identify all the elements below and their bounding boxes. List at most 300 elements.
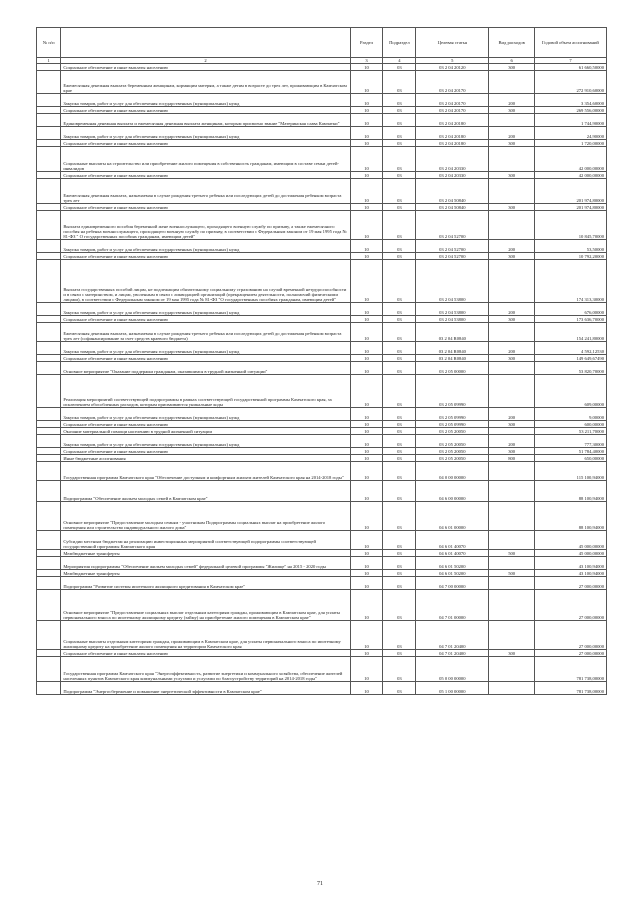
row-name: Основное мероприятие "Предоставление молодым семьям - участникам Подпрограммы социальных выплат на приобретение жилого помещения или строительство индивидуального жилого дома": [61, 502, 350, 531]
row-num: [37, 342, 61, 355]
table-row: [37, 362, 607, 375]
row-name: Подпрограмма "Развитие системы ипотечного жилищного кредитования в Камчатском крае": [61, 577, 350, 590]
row-article: 03 2 04 53800: [416, 260, 489, 303]
row-name: Социальное обеспечение и иные выплаты населению: [61, 650, 350, 657]
table-header: [37, 28, 607, 58]
row-subsection: 03: [383, 204, 416, 211]
row-amount: 781 738,00000: [534, 657, 606, 682]
column-index: 3: [350, 58, 383, 64]
row-article: 03 2 04 20170: [416, 71, 489, 94]
row-expense-type: [489, 590, 535, 621]
row-name: Социальное обеспечение и иные выплаты населению: [61, 253, 350, 260]
row-amount: 43 100,94000: [534, 570, 606, 577]
row-name: Социальное обеспечение и иные выплаты населению: [61, 172, 350, 179]
row-expense-type: [489, 682, 535, 695]
row-subsection: 03: [383, 316, 416, 323]
row-article: 04 7 01 00000: [416, 590, 489, 621]
row-section: 10: [350, 107, 383, 114]
table-row: [37, 64, 607, 71]
row-article: 03 2 04 50840: [416, 179, 489, 204]
row-article: 03 2 04 50840: [416, 204, 489, 211]
row-name: Подпрограмма "Обеспечение жильем молодых семей в Камчатском крае": [61, 481, 350, 502]
row-subsection: 03: [383, 355, 416, 362]
row-article: 04 6 01 40070: [416, 550, 489, 557]
row-article: 05 1 00 00000: [416, 682, 489, 695]
row-section: 10: [350, 650, 383, 657]
table-row: [37, 448, 607, 455]
row-amount: 88 100,94000: [534, 481, 606, 502]
row-expense-type: 200: [489, 303, 535, 316]
budget-table: [36, 27, 607, 695]
row-expense-type: 300: [489, 204, 535, 211]
row-expense-type: 300: [489, 421, 535, 428]
row-amount: 27 000,00000: [534, 577, 606, 590]
row-section: 10: [350, 253, 383, 260]
header-subsection: Подраздел: [383, 28, 416, 58]
table-row: [37, 260, 607, 303]
row-expense-type: 800: [489, 455, 535, 462]
table-row: [37, 408, 607, 421]
row-name: Социальное обеспечение и иные выплаты населению: [61, 107, 350, 114]
row-article: 04 7 00 00000: [416, 577, 489, 590]
row-article: 03 2 04 R0840: [416, 323, 489, 342]
table-row: [37, 240, 607, 253]
row-num: [37, 481, 61, 502]
row-num: [37, 204, 61, 211]
row-name: Мероприятия подпрограммы "Обеспечение жильем молодых семей" федеральной целевой программы "Жилище" на 2015 - 2020 годы: [61, 557, 350, 570]
row-article: 03 2 05 09990: [416, 375, 489, 408]
row-num: [37, 147, 61, 172]
row-expense-type: [489, 621, 535, 650]
row-expense-type: 200: [489, 127, 535, 140]
row-section: 10: [350, 550, 383, 557]
row-expense-type: [489, 657, 535, 682]
row-section: 10: [350, 455, 383, 462]
row-amount: 53 211,70000: [534, 428, 606, 435]
column-index: 6: [489, 58, 535, 64]
row-name: Социальное обеспечение и иные выплаты населению: [61, 140, 350, 147]
row-name: Выплата единовременного пособия беременной жене военнослужащего, проходящего военную службу по призыву, а также ежемесячного пособия на ребенка военнослужащего, проходящего военную службу по призыву, в соответствии с Федеральным законом от 19 мая 1995 года № 81-ФЗ " О государственных пособиях гражданам, имеющим детей": [61, 211, 350, 240]
table-row: [37, 94, 607, 107]
row-section: 10: [350, 570, 383, 577]
row-article: 04 6 01 00000: [416, 502, 489, 531]
column-index: 2: [61, 58, 350, 64]
row-num: [37, 455, 61, 462]
row-section: 10: [350, 481, 383, 502]
row-amount: 154 241,80000: [534, 323, 606, 342]
row-article: 03 2 04 20170: [416, 107, 489, 114]
header-amount: Годовой объем ассигнований: [534, 28, 606, 58]
header-expense-type: Вид расходов: [489, 28, 535, 58]
row-expense-type: 500: [489, 550, 535, 557]
row-section: 10: [350, 462, 383, 481]
table-row: [37, 435, 607, 448]
row-name: Подпрограмма "Энергосбережение и повышение энергетической эффективности в Камчатском крае": [61, 682, 350, 695]
row-subsection: 03: [383, 682, 416, 695]
column-index: 1: [37, 58, 61, 64]
row-article: 03 2 05 09990: [416, 421, 489, 428]
row-expense-type: [489, 531, 535, 550]
table-row: [37, 502, 607, 531]
row-subsection: 03: [383, 253, 416, 260]
row-name: Закупка товаров, работ и услуг для обеспечения государственных (муниципальных) нужд: [61, 127, 350, 140]
row-subsection: 03: [383, 455, 416, 462]
row-name: Основное мероприятие "Оказание поддержки гражданам, оказавшимся в трудной жизненной ситуации": [61, 362, 350, 375]
row-section: 10: [350, 557, 383, 570]
row-article: 04 7 01 20400: [416, 621, 489, 650]
row-num: [37, 316, 61, 323]
row-section: 10: [350, 127, 383, 140]
row-amount: 10 845,70000: [534, 211, 606, 240]
table-row: [37, 421, 607, 428]
row-section: 10: [350, 71, 383, 94]
table-row: [37, 107, 607, 114]
table-row: [37, 172, 607, 179]
row-num: [37, 650, 61, 657]
row-subsection: 03: [383, 140, 416, 147]
row-amount: 27 000,00000: [534, 650, 606, 657]
table-row: [37, 355, 607, 362]
table-row: [37, 650, 607, 657]
row-article: 03 2 04 20120: [416, 64, 489, 71]
row-section: 10: [350, 435, 383, 448]
row-amount: 609,00000: [534, 375, 606, 408]
row-section: 10: [350, 303, 383, 316]
row-section: 10: [350, 94, 383, 107]
row-amount: 42 000,00000: [534, 147, 606, 172]
table-row: [37, 71, 607, 94]
row-article: 04 6 01 40070: [416, 531, 489, 550]
row-subsection: 03: [383, 531, 416, 550]
row-num: [37, 570, 61, 577]
table-row: [37, 481, 607, 502]
row-subsection: 03: [383, 550, 416, 557]
row-subsection: 03: [383, 303, 416, 316]
row-article: 03 2 04 R0840: [416, 355, 489, 362]
table-row: [37, 303, 607, 316]
row-num: [37, 550, 61, 557]
row-subsection: 03: [383, 570, 416, 577]
row-num: [37, 240, 61, 253]
row-name: Социальные выплаты отдельным категориям граждан, проживающим в Камчатском крае, для уплаты первоначального взноса по ипотечному жилищному кредиту на приобретение жилого помещения на территории Камчатского края: [61, 621, 350, 650]
row-subsection: 03: [383, 172, 416, 179]
row-amount: 9,00000: [534, 408, 606, 421]
row-expense-type: [489, 362, 535, 375]
row-num: [37, 140, 61, 147]
row-section: 10: [350, 342, 383, 355]
row-expense-type: 300: [489, 64, 535, 71]
row-section: 10: [350, 375, 383, 408]
row-article: 04 7 01 20400: [416, 650, 489, 657]
row-expense-type: [489, 557, 535, 570]
row-amount: 201 974,80000: [534, 179, 606, 204]
header-section: Раздел: [350, 28, 383, 58]
row-subsection: 03: [383, 448, 416, 455]
row-article: 05 0 00 00000: [416, 657, 489, 682]
row-subsection: 03: [383, 428, 416, 435]
row-subsection: 03: [383, 64, 416, 71]
row-num: [37, 253, 61, 260]
row-expense-type: 300: [489, 172, 535, 179]
row-name: Ежемесячная денежная выплата беременным женщинам, кормящим матерям, а также детям в возрасте до трех лет, проживающим в Камчатском крае: [61, 71, 350, 94]
row-subsection: 03: [383, 621, 416, 650]
row-subsection: 03: [383, 362, 416, 375]
row-expense-type: [489, 577, 535, 590]
row-expense-type: [489, 260, 535, 303]
row-section: 10: [350, 577, 383, 590]
row-name: Социальное обеспечение и иные выплаты населению: [61, 64, 350, 71]
row-article: 04 6 01 50200: [416, 557, 489, 570]
row-expense-type: 500: [489, 570, 535, 577]
row-amount: 600,00000: [534, 421, 606, 428]
row-num: [37, 362, 61, 375]
row-section: 10: [350, 448, 383, 455]
table-body: [37, 64, 607, 695]
row-name: Социальное обеспечение и иные выплаты населению: [61, 448, 350, 455]
row-name: Единовременная денежная выплата и ежемесячная денежная выплата женщинам, которым присвоено звание "Материнская слава Камчатки": [61, 114, 350, 127]
row-expense-type: [489, 211, 535, 240]
row-name: Закупка товаров, работ и услуг для обеспечения государственных (муниципальных) нужд: [61, 240, 350, 253]
row-name: Ежемесячная денежная выплата, назначаемая в случае рождения третьего ребенка или последующих детей до достижения ребенком возраста трех лет: [61, 179, 350, 204]
row-article: 03 2 04 20180: [416, 140, 489, 147]
table-row: [37, 557, 607, 570]
row-section: 10: [350, 421, 383, 428]
row-num: [37, 211, 61, 240]
table-row: [37, 682, 607, 695]
row-amount: 45 000,00000: [534, 550, 606, 557]
table-row: [37, 253, 607, 260]
table-row: [37, 570, 607, 577]
row-expense-type: [489, 375, 535, 408]
row-name: Субсидии местным бюджетам на реализацию инвестиционных мероприятий соответствующей подпрограммы соответствующей государственной программы Камчатского края: [61, 531, 350, 550]
row-section: 10: [350, 179, 383, 204]
row-subsection: 03: [383, 481, 416, 502]
row-name: Закупка товаров, работ и услуг для обеспечения государственных (муниципальных) нужд: [61, 94, 350, 107]
row-expense-type: [489, 502, 535, 531]
row-num: [37, 590, 61, 621]
table-row: [37, 316, 607, 323]
row-name: Межбюджетные трансферты: [61, 550, 350, 557]
row-name: Государственная программа Камчатского края "Обеспечение доступным и комфортным жильем жителей Камчатского края на 2014-2018 годы": [61, 462, 350, 481]
row-article: 04 6 00 00000: [416, 481, 489, 502]
row-subsection: 03: [383, 421, 416, 428]
row-article: 03 2 04 52700: [416, 253, 489, 260]
row-section: 10: [350, 140, 383, 147]
row-amount: 24,90000: [534, 127, 606, 140]
row-expense-type: [489, 147, 535, 172]
row-subsection: 03: [383, 211, 416, 240]
row-num: [37, 502, 61, 531]
row-name: Социальное обеспечение и иные выплаты населению: [61, 421, 350, 428]
row-num: [37, 179, 61, 204]
row-article: 03 2 04 53800: [416, 303, 489, 316]
row-num: [37, 462, 61, 481]
row-amount: 115 100,94000: [534, 462, 606, 481]
row-name: Ежемесячная денежная выплата, назначаемая в случае рождения третьего ребенка или последующих детей до достижения ребенком возраста трех лет (софинансирование за счет средств краевого бюджета): [61, 323, 350, 342]
row-subsection: 03: [383, 240, 416, 253]
page-number: 71: [317, 881, 323, 887]
table-row: [37, 590, 607, 621]
row-num: [37, 421, 61, 428]
table-row: [37, 455, 607, 462]
row-section: 10: [350, 408, 383, 421]
row-expense-type: [489, 323, 535, 342]
row-num: [37, 94, 61, 107]
row-num: [37, 448, 61, 455]
row-subsection: 03: [383, 375, 416, 408]
table-row: [37, 342, 607, 355]
row-section: 10: [350, 240, 383, 253]
row-article: 03 2 04 20170: [416, 94, 489, 107]
row-amount: 3 354,60000: [534, 94, 606, 107]
row-num: [37, 557, 61, 570]
row-section: 10: [350, 428, 383, 435]
row-subsection: 03: [383, 557, 416, 570]
row-num: [37, 577, 61, 590]
table-row: [37, 428, 607, 435]
row-article: 04 0 00 00000: [416, 462, 489, 481]
row-amount: 10 792,20000: [534, 253, 606, 260]
row-num: [37, 64, 61, 71]
row-expense-type: 200: [489, 94, 535, 107]
row-name: Иные бюджетные ассигнования: [61, 455, 350, 462]
table-row: [37, 204, 607, 211]
table-row: [37, 114, 607, 127]
row-num: [37, 682, 61, 695]
row-expense-type: 300: [489, 140, 535, 147]
row-num: [37, 71, 61, 94]
table-row: [37, 140, 607, 147]
column-index: 5: [416, 58, 489, 64]
row-name: Закупка товаров, работ и услуг для обеспечения государственных (муниципальных) нужд: [61, 342, 350, 355]
row-expense-type: [489, 481, 535, 502]
row-name: Социальное обеспечение и иные выплаты населению: [61, 204, 350, 211]
row-section: 10: [350, 172, 383, 179]
row-subsection: 03: [383, 657, 416, 682]
table-row: [37, 621, 607, 650]
row-subsection: 03: [383, 342, 416, 355]
row-expense-type: [489, 428, 535, 435]
row-section: 10: [350, 114, 383, 127]
row-amount: 272 910,60000: [534, 71, 606, 94]
row-article: 03 2 05 20050: [416, 435, 489, 448]
row-section: 10: [350, 204, 383, 211]
row-section: 10: [350, 260, 383, 303]
row-subsection: 03: [383, 435, 416, 448]
row-num: [37, 375, 61, 408]
row-subsection: 03: [383, 71, 416, 94]
row-article: 03 2 04 20330: [416, 147, 489, 172]
row-article: 03 2 05 20050: [416, 448, 489, 455]
row-amount: 53,50000: [534, 240, 606, 253]
row-subsection: 03: [383, 127, 416, 140]
row-article: 03 2 04 20330: [416, 172, 489, 179]
row-expense-type: [489, 462, 535, 481]
row-subsection: 03: [383, 502, 416, 531]
row-article: 03 2 04 R0840: [416, 342, 489, 355]
table-row: [37, 657, 607, 682]
row-amount: 88 100,94000: [534, 502, 606, 531]
row-amount: 269 556,00000: [534, 107, 606, 114]
row-section: 10: [350, 64, 383, 71]
row-num: [37, 355, 61, 362]
row-section: 10: [350, 621, 383, 650]
table-row: [37, 147, 607, 172]
table-row: [37, 462, 607, 481]
row-amount: 43 100,94000: [534, 557, 606, 570]
header-num: № п/п: [37, 28, 61, 58]
row-amount: 1 744,90000: [534, 114, 606, 127]
row-expense-type: 200: [489, 240, 535, 253]
table-row: [37, 127, 607, 140]
row-name: Выплата государственных пособий лицам, не подлежащим обязательному социальному страхованию на случай временной нетрудоспособности и в связи с материнством, и лицам, уволенным в связи с ликвидацией организаций (прекращением деятельности, полномочий физическими лицами), в соответствии с Федеральным законом от 19 мая 1995 года № 81-ФЗ "О государственных пособиях гражданам, имеющим детей": [61, 260, 350, 303]
row-amount: 45 000,00000: [534, 531, 606, 550]
row-amount: 174 313,30000: [534, 260, 606, 303]
row-num: [37, 531, 61, 550]
table-row: [37, 323, 607, 342]
row-num: [37, 114, 61, 127]
row-expense-type: 200: [489, 342, 535, 355]
row-amount: 27 000,00000: [534, 590, 606, 621]
row-num: [37, 428, 61, 435]
row-expense-type: [489, 179, 535, 204]
row-name: Межбюджетные трансферты: [61, 570, 350, 577]
row-article: 03 2 04 52700: [416, 211, 489, 240]
row-num: [37, 408, 61, 421]
row-amount: 149 649,67490: [534, 355, 606, 362]
row-subsection: 03: [383, 260, 416, 303]
row-name: Закупка товаров, работ и услуг для обеспечения государственных (муниципальных) нужд: [61, 435, 350, 448]
row-name: Социальные выплаты на строительство или приобретение жилого помещения в собственность гражданам, имеющим в составе семьи детей-инвалидов: [61, 147, 350, 172]
row-subsection: 03: [383, 94, 416, 107]
row-expense-type: 300: [489, 107, 535, 114]
row-article: 03 2 05 00000: [416, 362, 489, 375]
row-expense-type: 300: [489, 355, 535, 362]
row-name: Социальное обеспечение и иные выплаты населению: [61, 316, 350, 323]
row-expense-type: [489, 71, 535, 94]
row-expense-type: [489, 114, 535, 127]
table-row: [37, 179, 607, 204]
column-index: 7: [534, 58, 606, 64]
row-subsection: 03: [383, 114, 416, 127]
row-amount: 27 000,00000: [534, 621, 606, 650]
row-num: [37, 323, 61, 342]
row-expense-type: 200: [489, 408, 535, 421]
row-expense-type: 300: [489, 253, 535, 260]
row-num: [37, 435, 61, 448]
row-name: Закупка товаров, работ и услуг для обеспечения государственных (муниципальных) нужд: [61, 408, 350, 421]
row-section: 10: [350, 362, 383, 375]
row-article: 03 2 05 09990: [416, 408, 489, 421]
row-subsection: 03: [383, 179, 416, 204]
row-article: 03 2 04 20180: [416, 127, 489, 140]
row-subsection: 03: [383, 408, 416, 421]
row-article: 03 2 04 53800: [416, 316, 489, 323]
row-expense-type: 300: [489, 316, 535, 323]
row-article: 03 2 05 20050: [416, 428, 489, 435]
row-num: [37, 260, 61, 303]
header-name: [61, 28, 350, 58]
row-amount: 61 660,50000: [534, 64, 606, 71]
row-subsection: 03: [383, 577, 416, 590]
header-article: Целевая статья: [416, 28, 489, 58]
row-section: 10: [350, 502, 383, 531]
row-name: Социальное обеспечение и иные выплаты населению: [61, 355, 350, 362]
row-amount: 201 974,80000: [534, 204, 606, 211]
row-num: [37, 107, 61, 114]
row-amount: 676,00000: [534, 303, 606, 316]
row-amount: 4 592,12530: [534, 342, 606, 355]
